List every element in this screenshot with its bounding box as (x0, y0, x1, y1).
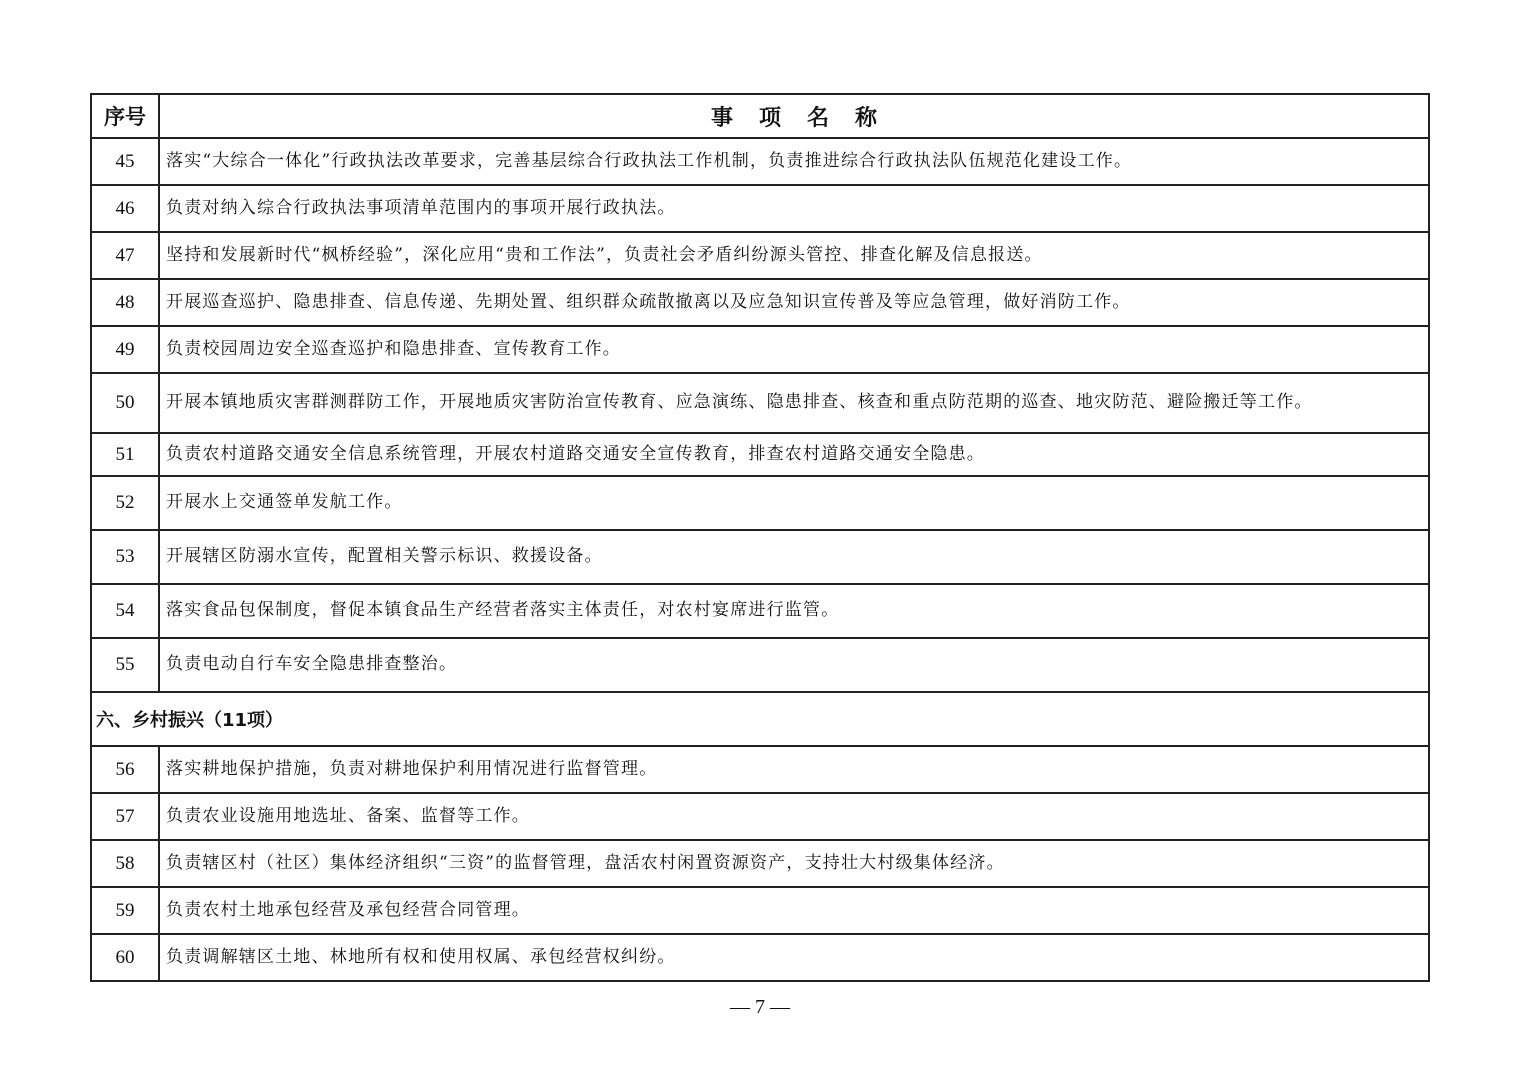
table-row (91, 373, 1429, 433)
row-number: 47 (91, 232, 159, 279)
row-text: 负责调解辖区土地、林地所有权和使用权属、承包经营权纠纷。 (159, 934, 1429, 981)
table-row (91, 232, 1429, 279)
row-number: 60 (91, 934, 159, 981)
table-row (91, 279, 1429, 326)
row-text: 负责电动自行车安全隐患排查整治。 (159, 638, 1429, 692)
row-number: 55 (91, 638, 159, 692)
row-text: 负责对纳入综合行政执法事项清单范围内的事项开展行政执法。 (159, 185, 1429, 232)
row-text: 负责农村土地承包经营及承包经营合同管理。 (159, 887, 1429, 934)
table-row (91, 934, 1429, 981)
row-text: 坚持和发展新时代“枫桥经验”，深化应用“贵和工作法”，负责社会矛盾纠纷源头管控、排查化解及信息报送。 (159, 232, 1429, 279)
row-number: 54 (91, 584, 159, 638)
page-number: — 7 — (730, 996, 790, 1018)
row-number: 59 (91, 887, 159, 934)
row-number: 53 (91, 530, 159, 584)
table-row (91, 433, 1429, 476)
table-row (91, 793, 1429, 840)
row-text: 开展辖区防溺水宣传，配置相关警示标识、救援设备。 (159, 530, 1429, 584)
table-row (91, 584, 1429, 638)
row-text: 负责农村道路交通安全信息系统管理，开展农村道路交通安全宣传教育，排查农村道路交通安全隐患。 (159, 433, 1429, 476)
table-header-row (91, 94, 1429, 138)
row-number: 56 (91, 746, 159, 793)
table-row (91, 638, 1429, 692)
items-table (90, 93, 1430, 982)
row-number: 45 (91, 138, 159, 185)
table-row (91, 138, 1429, 185)
row-text: 开展水上交通签单发航工作。 (159, 476, 1429, 530)
section-row (91, 692, 1429, 746)
row-text: 负责农业设施用地选址、备案、监督等工作。 (159, 793, 1429, 840)
row-text: 落实“大综合一体化”行政执法改革要求，完善基层综合行政执法工作机制，负责推进综合行政执法队伍规范化建设工作。 (159, 138, 1429, 185)
table-row (91, 476, 1429, 530)
row-number: 58 (91, 840, 159, 887)
row-text: 开展巡查巡护、隐患排查、信息传递、先期处置、组织群众疏散撤离以及应急知识宣传普及等应急管理，做好消防工作。 (159, 279, 1429, 326)
section-title: 六、乡村振兴（11项） (91, 692, 1429, 746)
row-number: 49 (91, 326, 159, 373)
row-number: 52 (91, 476, 159, 530)
row-text: 落实食品包保制度，督促本镇食品生产经营者落实主体责任，对农村宴席进行监管。 (159, 584, 1429, 638)
table-row (91, 326, 1429, 373)
table-row (91, 530, 1429, 584)
table-row (91, 185, 1429, 232)
header-serial-number: 序号 (91, 94, 159, 138)
table-row (91, 887, 1429, 934)
row-number: 50 (91, 373, 159, 433)
row-text: 负责校园周边安全巡查巡护和隐患排查、宣传教育工作。 (159, 326, 1429, 373)
row-text: 落实耕地保护措施，负责对耕地保护利用情况进行监督管理。 (159, 746, 1429, 793)
row-number: 46 (91, 185, 159, 232)
table-row (91, 840, 1429, 887)
row-text: 开展本镇地质灾害群测群防工作，开展地质灾害防治宣传教育、应急演练、隐患排查、核查和重点防范期的巡查、地灾防范、避险搬迁等工作。 (159, 373, 1429, 433)
row-number: 48 (91, 279, 159, 326)
row-number: 57 (91, 793, 159, 840)
table-row (91, 746, 1429, 793)
row-number: 51 (91, 433, 159, 476)
header-item-name: 事项名称 (159, 94, 1429, 138)
row-text: 负责辖区村（社区）集体经济组织“三资”的监督管理，盘活农村闲置资源资产，支持壮大村级集体经济。 (159, 840, 1429, 887)
